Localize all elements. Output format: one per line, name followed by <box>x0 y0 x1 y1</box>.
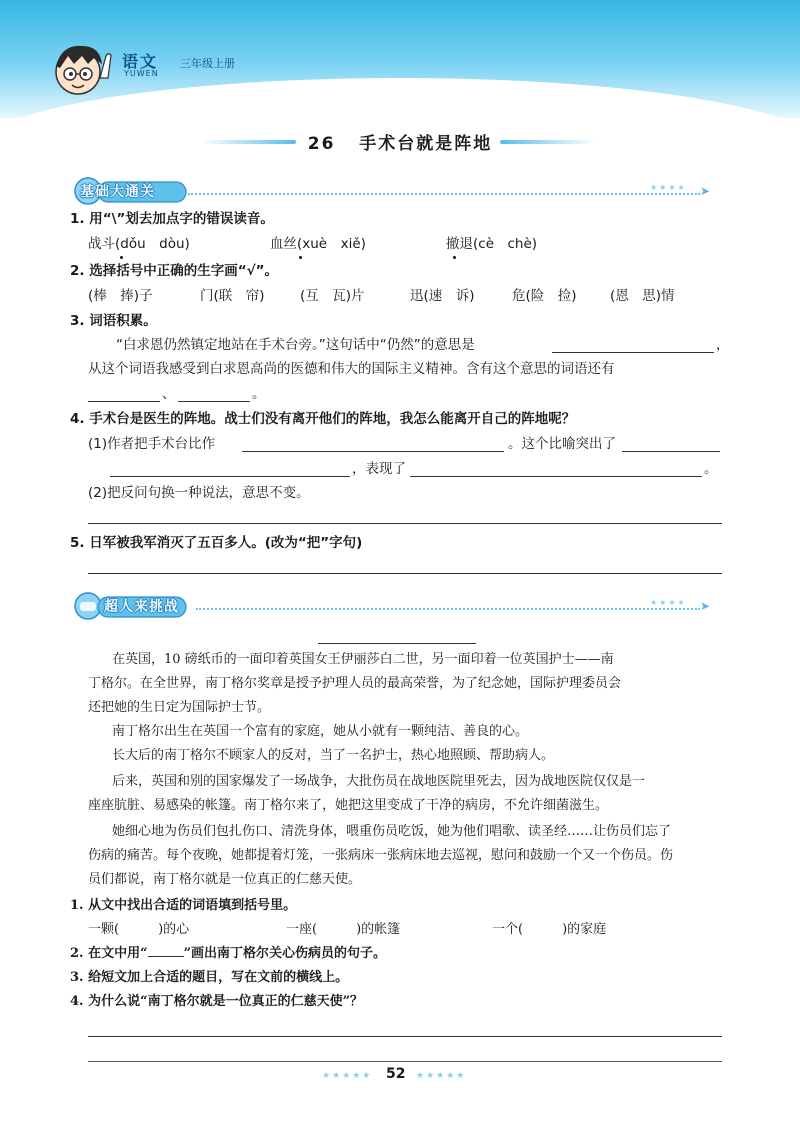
question-2-label: 2. 选择括号中正确的生字画“√”。 <box>70 263 278 279</box>
emphasis-dot <box>299 256 302 259</box>
q4-answer-line-5[interactable] <box>88 523 722 524</box>
s2-q1-item-1: 一颗( )的心 <box>88 922 190 937</box>
q2-item-1: (棒 捧)子 <box>88 288 153 304</box>
q3-line-2: 从这个词语我感受到白求恩高尚的医德和伟大的国际主义精神。含有这个意思的词语还有 <box>88 361 615 377</box>
q3-line3-end: 。 <box>252 386 266 402</box>
s2-q1-item-2: 一座( )的帐篷 <box>286 922 401 937</box>
lesson-name: 手术台就是阵地 <box>359 134 493 154</box>
passage-line-5: 长大后的南丁格尔不顾家人的反对，当了一名护士，热心地照顾、帮助病人。 <box>112 748 555 763</box>
subject-english: YUWEN <box>124 69 159 78</box>
lesson-number: 26 <box>307 134 336 154</box>
q4-part1-text-c: ，表现了 <box>352 461 406 477</box>
page-number: 52 <box>386 1066 406 1082</box>
section1-badge: 基础大通关 <box>80 184 155 200</box>
q5-answer-line[interactable] <box>88 573 722 574</box>
title-decoration-left <box>200 140 296 144</box>
q4-part2-text: (2)把反问句换一种说法，意思不变。 <box>88 485 310 501</box>
q3-line1-end: ， <box>716 337 730 353</box>
q2-item-3: (互 瓦)片 <box>300 288 365 304</box>
underline-sample <box>148 944 184 957</box>
q3-answer-line-1[interactable] <box>552 352 714 353</box>
q3-separator: 、 <box>162 386 176 402</box>
mascot-boy-icon <box>48 38 114 104</box>
q1-item-2: 血丝(xuè xiě) <box>270 236 366 252</box>
question-3-label: 3. 词语积累。 <box>70 313 157 329</box>
passage-line-7: 座座肮脏、易感染的帐篷。南丁格尔来了，她把这里变成了干净的病房，不允许细菌滋生。 <box>88 798 609 813</box>
q1-item-3: 撤退(cè chè) <box>446 236 538 252</box>
q4-answer-line-3[interactable] <box>110 476 350 477</box>
q4-answer-line-4[interactable] <box>410 476 702 477</box>
lesson-title <box>300 129 500 154</box>
passage-line-6: 后来，英国和别的国家爆发了一场战争，大批伤员在战地医院里死去，因为战地医院仅仅是一 <box>112 774 646 789</box>
passage-title-line[interactable] <box>318 643 476 644</box>
passage-line-3: 还把她的生日定为国际护士节。 <box>88 700 271 715</box>
question-4-label: 4. 手术台是医生的阵地。战士们没有离开他们的阵地，我怎么能离开自己的阵地呢？ <box>70 411 576 427</box>
divider-stars-icon: ★★★★ <box>650 598 687 607</box>
footer-stars-left-icon: ★★★★★ <box>322 1071 373 1081</box>
q4-answer-line-2[interactable] <box>622 451 720 452</box>
q2-item-2: 门(联 帘) <box>200 288 265 304</box>
q3-line-1: “白求恩仍然镇定地站在手术台旁。”这句话中“仍然”的意思是 <box>116 337 475 353</box>
grade-label: 三年级上册 <box>180 57 235 70</box>
section1-divider <box>188 193 700 195</box>
passage-line-8: 她细心地为伤员们包扎伤口、清洗身体，喂重伤员吃饭，她为他们唱歌、读圣经……让伤员们忘了 <box>112 824 672 839</box>
passage-line-1: 在英国，10 磅纸币的一面印着英国女王伊丽莎白二世，另一面印着一位英国护士——南 <box>112 652 614 667</box>
s2-question-1-label: 1. 从文中找出合适的词语填到括号里。 <box>70 898 297 913</box>
s2-q1-item-3: 一个( )的家庭 <box>492 922 607 937</box>
passage-line-2: 丁格尔。在全世界，南丁格尔奖章是授予护理人员的最高荣誉，为了纪念她，国际护理委员会 <box>88 676 622 691</box>
divider-arrow-icon: ➤ <box>700 599 711 613</box>
q3-answer-line-3[interactable] <box>178 401 250 402</box>
footer-stars-right-icon: ★★★★★ <box>416 1071 467 1081</box>
question-5-label: 5. 日军被我军消灭了五百多人。(改为“把”字句) <box>70 535 363 551</box>
s2-question-2-label: 2. 在文中用“ ”画出南丁格尔关心伤病员的句子。 <box>70 946 387 961</box>
footer-rule <box>88 1061 722 1062</box>
question-1-label: 1. 用“\”划去加点字的错误读音。 <box>70 211 274 227</box>
section2-badge: 超人来挑战 <box>104 599 179 615</box>
emphasis-dot <box>453 256 456 259</box>
divider-stars-icon: ★★★★ <box>650 183 687 192</box>
subject-title: 语文 <box>122 52 159 71</box>
q4-answer-line-1[interactable] <box>242 451 504 452</box>
emphasis-dot <box>120 256 123 259</box>
passage-line-9: 伤病的痛苦。每个夜晚，她都提着灯笼，一张病床一张病床地去巡视，慰问和鼓励一个又一个伤员。伤 <box>88 848 674 863</box>
q4-part1-text-a: (1)作者把手术台比作 <box>88 436 216 452</box>
q1-item-1: 战斗(dǒu dòu) <box>88 236 190 252</box>
section2-divider <box>196 608 700 610</box>
q2-item-5: 危(险 捡) <box>512 288 577 304</box>
passage-line-10: 员们都说，南丁格尔就是一位真正的仁慈天使。 <box>88 872 362 887</box>
q2-item-6: (恩 思)情 <box>610 288 675 304</box>
q4-part1-text-b: 。这个比喻突出了 <box>508 436 616 452</box>
title-decoration-right <box>500 140 596 144</box>
divider-arrow-icon: ➤ <box>700 184 711 198</box>
passage-line-4: 南丁格尔出生在英国一个富有的家庭，她从小就有一颗纯洁、善良的心。 <box>112 724 529 739</box>
s2-q4-answer-line[interactable] <box>88 1036 722 1037</box>
s2-question-4-label: 4. 为什么说“南丁格尔就是一位真正的仁慈天使”？ <box>70 994 364 1009</box>
q2-item-4: 迅(速 诉) <box>410 288 475 304</box>
q4-part1-text-d: 。 <box>704 461 718 477</box>
q3-answer-line-2[interactable] <box>88 401 160 402</box>
s2-question-3-label: 3. 给短文加上合适的题目，写在文前的横线上。 <box>70 970 349 985</box>
